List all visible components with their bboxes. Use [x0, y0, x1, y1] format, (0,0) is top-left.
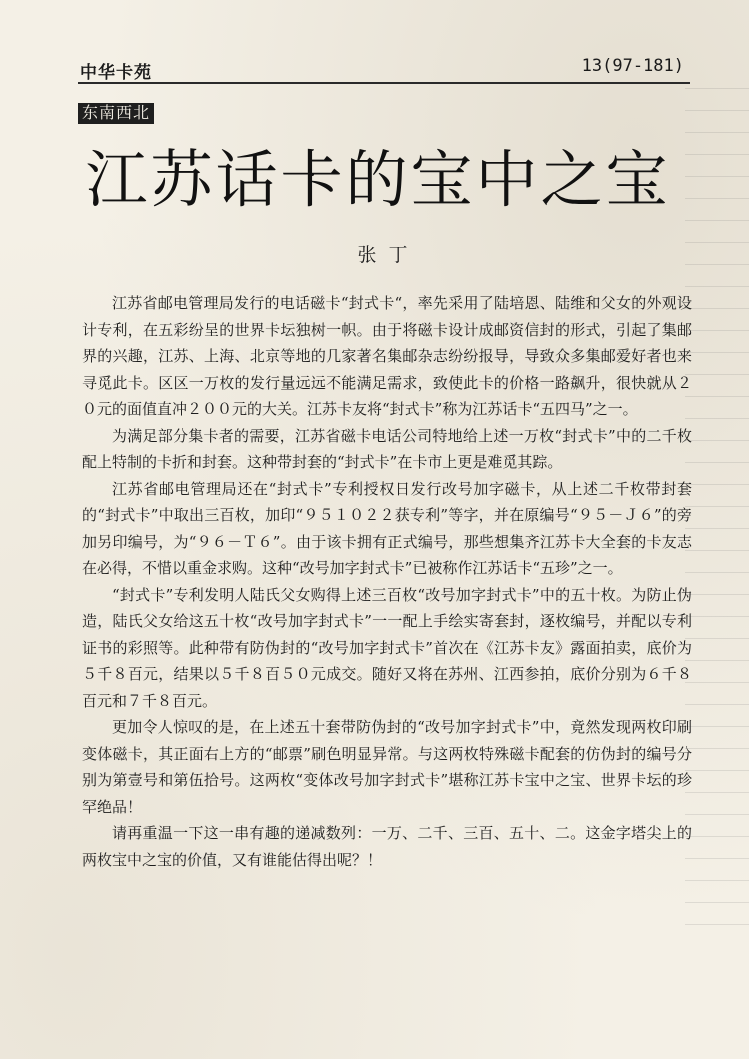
paragraph: 更加令人惊叹的是，在上述五十套带防伪封的“改号加字封式卡”中，竟然发现两枚印刷变体磁卡，其正面右上方的“邮票”刷色明显异常。与这两枚特殊磁卡配套的仿伪封的编号分别为第壹号和第伍拾号。这两枚“变体改号加字封式卡”堪称江苏卡宝中之宝、世界卡坛的珍罕绝品！ [82, 718, 692, 816]
magazine-title: 中华卡苑 [80, 63, 152, 83]
article-title: 江苏话卡的宝中之宝 [85, 143, 671, 216]
section-tag: 东南西北 [78, 103, 154, 124]
paragraph: 江苏省邮电管理局发行的电话磁卡“封式卡“，率先采用了陆培恩、陆维和父女的外观设计专利，在五彩纷呈的世界卡坛独树一帜。由于将磁卡设计成邮资信封的形式，引起了集邮界的兴趣，江苏、上海、北京等地的几家著名集邮杂志纷纷报导，导致众多集邮爱好者也来寻觅此卡。区区一万枚的发行量远远不能满足需求，致使此卡的价格一路飙升，很快就从２０元的面值直冲２００元的大关。江苏卡友将“封式卡”称为江苏话卡“五四马”之一。 [82, 294, 692, 418]
paragraph: 请再重温一下这一串有趣的递减数列：一万、二千、三百、五十、二。这金字塔尖上的两枚宝中之宝的价值，又有谁能估得出呢？！ [82, 824, 692, 869]
paragraph: “封式卡”专利发明人陆氏父女购得上述三百枚“改号加字封式卡”中的五十枚。为防止伪造，陆氏父女给这五十枚“改号加字封式卡”一一配上手绘实寄套封，逐枚编号，并配以专利证书的彩照等。此种带有防伪封的“改号加字封式卡”首次在《江苏卡友》露面拍卖，底价为５千８百元，结果以５千８百５０元成交。随好又将在苏州、江西参拍，底价分别为６千８百元和７千８百元。 [82, 585, 692, 710]
paragraph: 江苏省邮电管理局还在“封式卡”专利授权日发行改号加字磁卡，从上述二千枚带封套的“封式卡”中取出三百枚，加印“９５１０２２获专利”等字，并在原编号“９５－Ｊ６”的旁加另印编号，为“９６－Ｔ６”。由于该卡拥有正式编号，那些想集齐江苏卡大全套的卡友志在必得，不惜以重金求购。这种“改号加字封式卡”已被称作江苏话卡“五珍”之一。 [82, 479, 692, 577]
page-number: 13(97-181) [581, 56, 684, 76]
bleed-through-strip [685, 88, 749, 928]
article-author: 张丁 [357, 244, 420, 266]
article-body [82, 290, 692, 873]
paragraph: 为满足部分集卡者的需要，江苏省磁卡电话公司特地给上述一万枚“封式卡”中的二千枚配上特制的卡折和封套。这种带封套的“封式卡”在卡市上更是难觅其踪。 [82, 426, 692, 471]
page-header [78, 56, 690, 84]
